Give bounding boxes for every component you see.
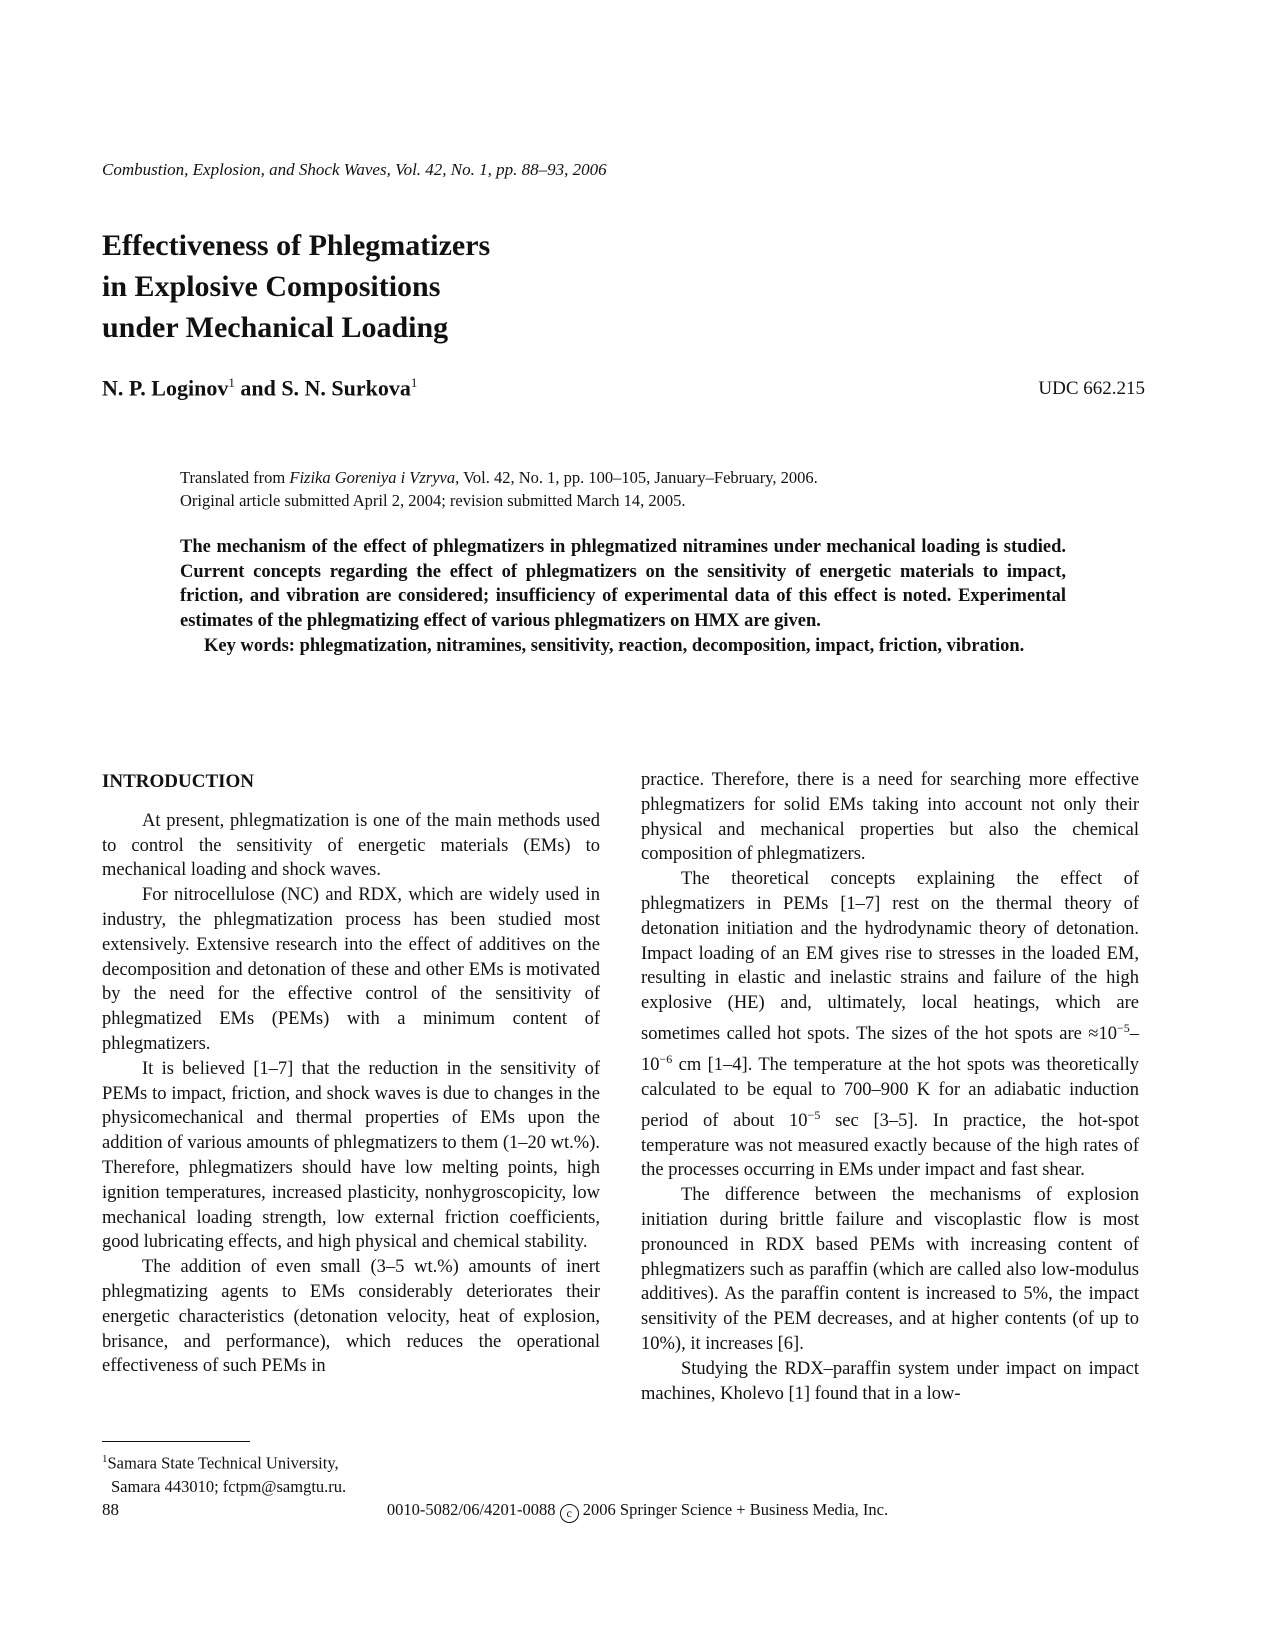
udc-code: UDC 662.215: [1038, 378, 1145, 399]
footnote-divider: [102, 1441, 250, 1442]
title-line-1: Effectiveness of Phlegmatizers: [102, 229, 491, 262]
intro-paragraph-4: The addition of even small (3–5 wt.%) amounts of inert phlegmatizing agents to EMs considerably deteriorates their energetic characteristics (detonation velocity, heat of explosion, brisance, and performance), which reduces the operational effectiveness of such PEMs in: [102, 1257, 600, 1377]
intro-paragraph-6: The difference between the mechanisms of explosion initiation during brittle failure and viscoplastic flow is most pronounced in RDX based PEMs with increasing content of phlegmatizers such as paraffin (which are called also low-modulus additives). As the paraffin content is increased to 5%, the impact sensitivity of the PEM decreases, and at higher contents (of up to 10%), it increases [6].: [641, 1185, 1139, 1354]
intro-paragraph-4-continued: practice. Therefore, there is a need for searching more effective phlegmatizers for solid EMs taking into account not only their physical and mechanical properties but also the chemical composition of phlegmatizers.: [641, 770, 1139, 865]
title-line-2: in Explosive Compositions: [102, 270, 441, 303]
submission-dates: Original article submitted April 2, 2004; revision submitted March 14, 2005.: [180, 491, 686, 510]
translation-note: [180, 466, 1080, 512]
article-title: [102, 225, 802, 348]
right-column: [641, 768, 1139, 1406]
text-segment: –10: [641, 1024, 1139, 1076]
author-1: N. P. Loginov: [102, 375, 229, 401]
intro-paragraph-7: Studying the RDX–paraffin system under impact on impact machines, Kholevo [1] found that in a low-: [641, 1358, 1139, 1404]
keywords: Key words: phlegmatization, nitramines, sensitivity, reaction, decomposition, impact, friction, vibration.: [204, 635, 1025, 656]
author-2-affiliation-mark: 1: [410, 375, 418, 390]
journal-citation: Combustion, Explosion, and Shock Waves, Vol. 42, No. 1, pp. 88–93, 2006: [102, 160, 607, 179]
abstract: [180, 535, 1066, 659]
exponent: −5: [807, 1107, 821, 1122]
intro-paragraph-2: For nitrocellulose (NC) and RDX, which are widely used in industry, the phlegmatization process has been studied most extensively. Extensive research into the effect of additives on the decomposition and detonation of these and other EMs is motivated by the need for the effective control of the sensitivity of phlegmatized EMs (PEMs) with a minimum content of phlegmatizers.: [102, 885, 600, 1054]
section-heading-introduction: INTRODUCTION: [102, 771, 255, 792]
footnote: [102, 1448, 346, 1498]
copyright-line: [0, 1500, 1275, 1523]
exponent: −6: [659, 1051, 673, 1066]
footnote-marker: 1: [102, 1453, 108, 1465]
exponent: −5: [1116, 1020, 1130, 1035]
intro-paragraph-1: At present, phlegmatization is one of the main methods used to control the sensitivity of energetic materials (EMs) to mechanical loading and shock waves.: [102, 810, 600, 881]
intro-paragraph-3: It is believed [1–7] that the reduction in the sensitivity of PEMs to impact, friction, and shock waves is due to changes in the physicomechanical and thermal properties of EMs upon the addition of various amounts of phlegmatizers to them (1–20 wt.%). Therefore, phlegmatizers should have low melting points, high ignition temperatures, increased plasticity, nonhygroscopicity, low mechanical loading strength, low external friction coefficients, good lubricating effects, and high physical and chemical stability.: [102, 1058, 600, 1253]
translation-source-line: [180, 466, 1080, 489]
text-segment: sec [3–5]. In practice, the hot-spot temperature was not measured exactly because of the high rates of the processes occurring in EMs under impact and fast shear.: [641, 1110, 1139, 1181]
author-1-affiliation-mark: 1: [228, 375, 235, 390]
intro-paragraph-5: [641, 867, 1139, 1183]
author-conjunction: and: [240, 375, 276, 401]
translation-prefix: Translated from: [180, 468, 290, 487]
copyright-text: 2006 Springer Science + Business Media, Inc.: [582, 1500, 889, 1519]
translation-details: , Vol. 42, No. 1, pp. 100–105, January–February, 2006.: [455, 468, 818, 487]
title-line-3: under Mechanical Loading: [102, 311, 449, 344]
footnote-line-2: Samara 443010; fctpm@samgtu.ru.: [111, 1476, 347, 1496]
text-segment: The theoretical concepts explaining the effect of phlegmatizers in PEMs [1–7] rest on the thermal theory of detonation initiation and the hydrodynamic theory of detonation. Impact loading of an EM gives rise to stresses in the loaded EM, resulting in elastic and inelastic strains and failure of the high explosive (HE) and, ultimately, local heatings, which are sometimes called hot spots. The sizes of the hot spots are ≈10: [641, 869, 1139, 1045]
footnote-affiliation: Samara State Technical University,: [107, 1453, 339, 1473]
author-line: [102, 375, 417, 401]
abstract-text: The mechanism of the effect of phlegmatizers in phlegmatized nitramines under mechanical loading is studied. Current concepts regarding the effect of phlegmatizers on the sensitivity of energetic materials to impact, friction, and vibration are considered; insufficiency of experimental data of this effect is noted. Experimental estimates of the phlegmatizing effect of various phlegmatizers on HMX are given.: [180, 537, 1066, 632]
author-2: S. N. Surkova: [281, 375, 411, 401]
page-number: 88: [102, 1500, 119, 1519]
article-code: 0010-5082/06/4201-0088: [386, 1500, 556, 1519]
footnote-line-1: [102, 1448, 346, 1475]
translation-source-journal: Fizika Goreniya i Vzryva: [289, 468, 456, 487]
left-column: [102, 770, 600, 1379]
text-segment: cm [1–4]. The temperature at the hot spots was theoretically calculated to be equal to 700–900 K for an adiabatic induction period of about 10: [641, 1055, 1139, 1131]
copyright-icon: c: [560, 1504, 579, 1523]
